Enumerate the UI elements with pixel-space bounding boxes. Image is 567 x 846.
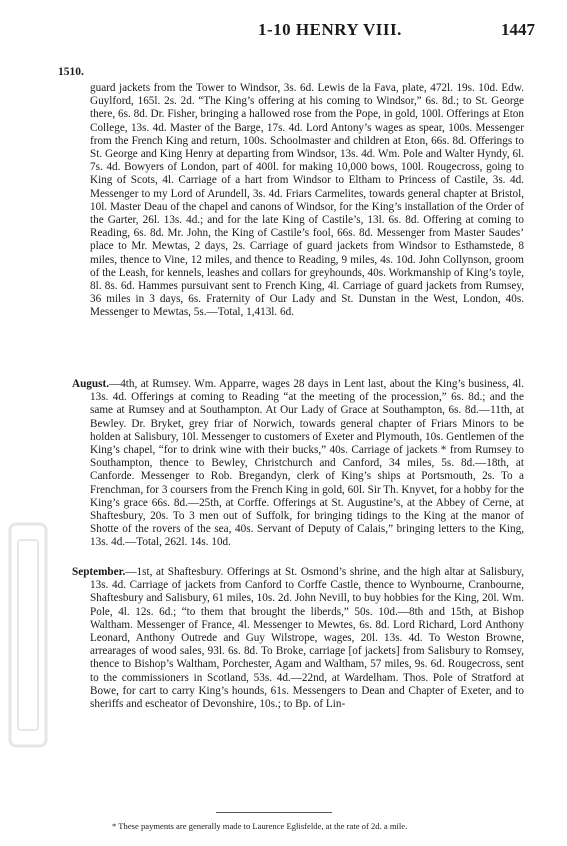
entry-august: [72, 378, 524, 550]
month-label: September.: [72, 566, 126, 578]
footnote: * These payments are generally made to Laurence Eglisfelde, at the rate of 2d. a mile.: [112, 821, 408, 831]
running-title: 1-10 HENRY VIII.: [258, 20, 402, 39]
month-label: August.: [72, 378, 109, 390]
library-stamp-watermark: [6, 520, 50, 750]
entry-paragraph: [72, 566, 524, 711]
footnote-rule: [216, 812, 332, 813]
entry-july-continued: [72, 82, 524, 320]
entry-text: —1st, at Shaftesbury. Offerings at St. Osmond’s shrine, and the high altar at Salisbury, 13s. 4d. Carriage of jackets from Canford to Corffe Castle, thence to Wynbourne, Cranbourne, Shaftesbury and Salisbury, 61 miles, 10s. 2d. John Nevill, to buy hobbies for the King, 20l. Wm. Pole, 4l. 12s. 6d.; “to them that brought the liberds,” 50s. 10d.—8th and 15th, at Bishop Waltham. Messenger of France, 4l. Messenger to Mewtes, 6s. 8d. Lord Richard, Lord Anthony Leonard, Anthony Outrede and Guy Wilstrope, wages, 20l. 13s. 4d. To Weston Browne, arrearages of wood sales, 93l. 6s. 8d. To Broke, carriage [of jackets] from Salisbury to Romsey, thence to Bishop’s Waltham, Porchester, Agam and Waltham, 57 miles, 9s. 6d. Rougecross, sent to the commissioners in Scotland, 53s. 4d.—22nd, at Wardelham. Thos. Pole of Stratford at Bowe, for cart to carry King’s hounds, 61s. Messengers to Dean and Chapter of Exeter, and to sheriffs and escheator of Devonshire, 10s.; to Bp. of Lin-: [90, 566, 524, 711]
year-marker: 1510.: [58, 66, 84, 78]
entry-text: guard jackets from the Tower to Windsor, 3s. 6d. Lewis de la Fava, plate, 472l. 19s. 10d. Edw. Guylford, 165l. 2s. 2d. “The King’s offering at his coming to Windsor,” 6s. 8d.; to St. George there, 6s. 8d. Dr. Fisher, bringing a hallowed rose from the Pope, in gold, 100l. Offerings at Eton College, 13s. 4d. Master of the Barge, 17s. 4d. Lord Antony’s wages as spear, 100s. Messenger from the French King and return, 100s. Schoolmaster and children at Eton, 66s. 8d. Offerings to St. George and King Henry at departing from Windsor, 13s. 4d. Wm. Pole and Walter Hyndy, 6l. 7s. 4d. Bowyers of London, part of 400l. for making 10,000 bows, 100l. Rougecross, going to King of Scots, 4l. Carriage of a hart from Windsor to Eltham to Princess of Castile, 3s. 4d. Messenger to my Lord of Arundell, 3s. 4d. Friars Carmelites, towards general chapter at Bristol, 10l. Master Deau of the chapel and canons of Windsor, for the King’s installation of the Order of the Garter, 26l. 13s. 4d.; and for the late King of Castile’s, 13l. 6s. 8d. Offering at coming to Reading, 6s. 8d. Mr. John, the King of Castile’s fool, 66s. 8d. Messenger from Master Saudes’ place to Mr. Mewtas, 2 days, 2s. Carriage of guard jackets from Windsor to Esthamstede, 8 miles, thence to Vine, 12 miles, and thence to Reading, 9 miles, 4s. 10d. John Collynson, groom of the Leash, for kennels, leashes and collars for greyhounds, 40s. Workmanship of King’s toyle, 8l. 8s. 6d. Hammes pursuivant sent to French King, 4l. Carriage of guard jackets from Rumsey, 36 miles in 3 days, 6s. Fraternity of Our Lady and St. Dunstan in the West, London, 40s. Messenger to Mewtas, 5s.—Total, 1,413l. 6d.: [90, 82, 524, 319]
entry-paragraph: [72, 378, 524, 550]
entry-september: [72, 566, 524, 711]
entry-text: —4th, at Rumsey. Wm. Apparre, wages 28 days in Lent last, about the King’s business, 4l. 13s. 4d. Offerings at coming to Reading “at the meeting of the procession,” 6s. 8d.; and the same at Rumsey and at Southampton. At Our Lady of Grace at Southampton, 6s. 8d.—11th, at Bewley. Dr. Bryket, grey friar of Norwich, towards general chapter of Friars Minors to be holden at Salisbury, 10l. Messenger to customers of Exeter and Plymouth, 10s. Gentlemen of the King’s chapel, “for to drink wine with their bucks,” 40s. Carriage of jackets * from Rumsey to Southampton, thence to Bewley, Christchurch and Canford, 34 miles, 5s. 8d.—18th, at Canforde. Messenger to Rob. Bregandyn, clerk of King’s ships at Portsmouth, 2s. To a Frenchman, for 3 coursers from the French King in gold, 60l. Sir Th. Knyvet, for a hobby for the King’s grace 66s. 8d.—25th, at Corffe. Offerings at St. Augustine’s, at the Abbey of Cerne, at Shaftesbury, 20s. To 3 men out of Suffolk, for bringing tidings to the King at the manor of Shotte of the rovers of the sea, 40s. Servant of Deputy of Calais,” bringing letters to the King, 13s. 4d.—Total, 262l. 14s. 10d.: [90, 378, 524, 549]
page-number: 1447: [501, 20, 535, 39]
